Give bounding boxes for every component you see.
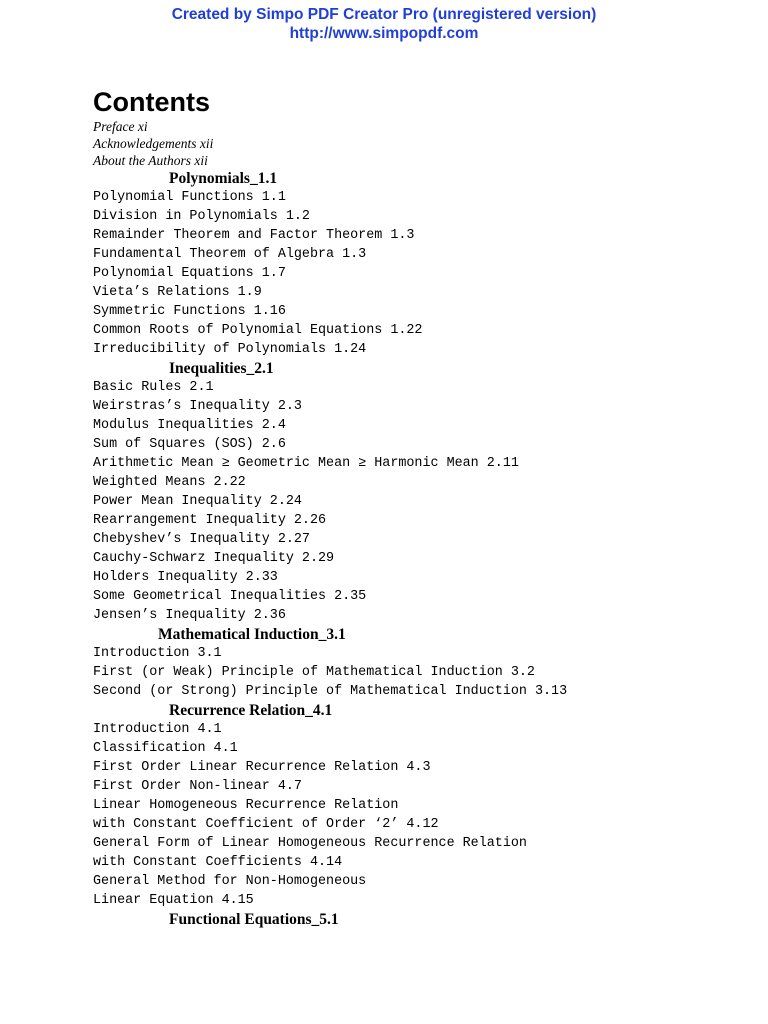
chapter-section [93, 169, 733, 359]
toc-entry: Polynomial Functions 1.1 [93, 190, 286, 205]
toc-entry: Arithmetic Mean ≥ Geometric Mean ≥ Harmonic Mean 2.11 [93, 456, 519, 471]
front-matter-item: About the Authors xii [93, 153, 208, 168]
toc-entry: Rearrangement Inequality 2.26 [93, 513, 327, 528]
toc-entry: Classification 4.1 [93, 741, 238, 756]
toc-entry: Some Geometrical Inequalities 2.35 [93, 589, 367, 604]
chapter-heading: Functional Equations_5.1 [169, 911, 339, 928]
toc-entry: Jensen’s Inequality 2.36 [93, 608, 286, 623]
chapter-section [93, 910, 733, 929]
toc-entry: Common Roots of Polynomial Equations 1.22 [93, 323, 423, 338]
watermark-url: http://www.simpopdf.com [289, 25, 479, 42]
toc-entry: Modulus Inequalities 2.4 [93, 418, 286, 433]
chapter-heading: Inequalities_2.1 [169, 360, 274, 377]
toc-entry: with Constant Coefficient of Order ‘2’ 4.12 [93, 817, 439, 832]
chapter-heading: Mathematical Induction_3.1 [158, 626, 346, 643]
toc-entry: Chebyshev’s Inequality 2.27 [93, 532, 310, 547]
chapter-list [93, 169, 733, 929]
toc-entry: with Constant Coefficients 4.14 [93, 855, 343, 870]
toc-entry: Vieta’s Relations 1.9 [93, 285, 262, 300]
toc-entry: First Order Linear Recurrence Relation 4.3 [93, 760, 431, 775]
chapter-heading: Recurrence Relation_4.1 [169, 702, 333, 719]
toc-entry: Power Mean Inequality 2.24 [93, 494, 302, 509]
toc-entry: Polynomial Equations 1.7 [93, 266, 286, 281]
toc-entry: Symmetric Functions 1.16 [93, 304, 286, 319]
toc-entry: First Order Non-linear 4.7 [93, 779, 302, 794]
front-matter-item: Preface xi [93, 119, 148, 134]
toc-entry: General Method for Non-Homogeneous [93, 874, 367, 889]
toc-entry: Fundamental Theorem of Algebra 1.3 [93, 247, 367, 262]
toc-entry: First (or Weak) Principle of Mathematical Induction 3.2 [93, 665, 535, 680]
toc-entry: Sum of Squares (SOS) 2.6 [93, 437, 286, 452]
toc-entry: Remainder Theorem and Factor Theorem 1.3 [93, 228, 415, 243]
chapter-section [93, 625, 733, 701]
chapter-section [93, 359, 733, 625]
toc-entry: General Form of Linear Homogeneous Recurrence Relation [93, 836, 527, 851]
toc-entry: Introduction 4.1 [93, 722, 222, 737]
toc-entry: Basic Rules 2.1 [93, 380, 214, 395]
chapter-heading: Polynomials_1.1 [169, 170, 278, 187]
toc-entry: Second (or Strong) Principle of Mathematical Induction 3.13 [93, 684, 568, 699]
contents-heading: Contents [93, 87, 210, 117]
toc-entry: Irreducibility of Polynomials 1.24 [93, 342, 367, 357]
pdf-creator-watermark [0, 5, 768, 43]
watermark-line-1: Created by Simpo PDF Creator Pro (unregistered version) [171, 6, 597, 23]
front-matter-item: Acknowledgements xii [93, 136, 214, 151]
toc-entry: Weighted Means 2.22 [93, 475, 246, 490]
front-matter-list [93, 118, 733, 169]
toc-entry: Linear Equation 4.15 [93, 893, 254, 908]
toc-entry: Holders Inequality 2.33 [93, 570, 278, 585]
toc-entry: Introduction 3.1 [93, 646, 222, 661]
toc-entry: Cauchy-Schwarz Inequality 2.29 [93, 551, 335, 566]
toc-entry: Linear Homogeneous Recurrence Relation [93, 798, 399, 813]
table-of-contents [93, 86, 733, 929]
toc-entry: Division in Polynomials 1.2 [93, 209, 310, 224]
toc-entry: Weirstras’s Inequality 2.3 [93, 399, 302, 414]
chapter-section [93, 701, 733, 910]
